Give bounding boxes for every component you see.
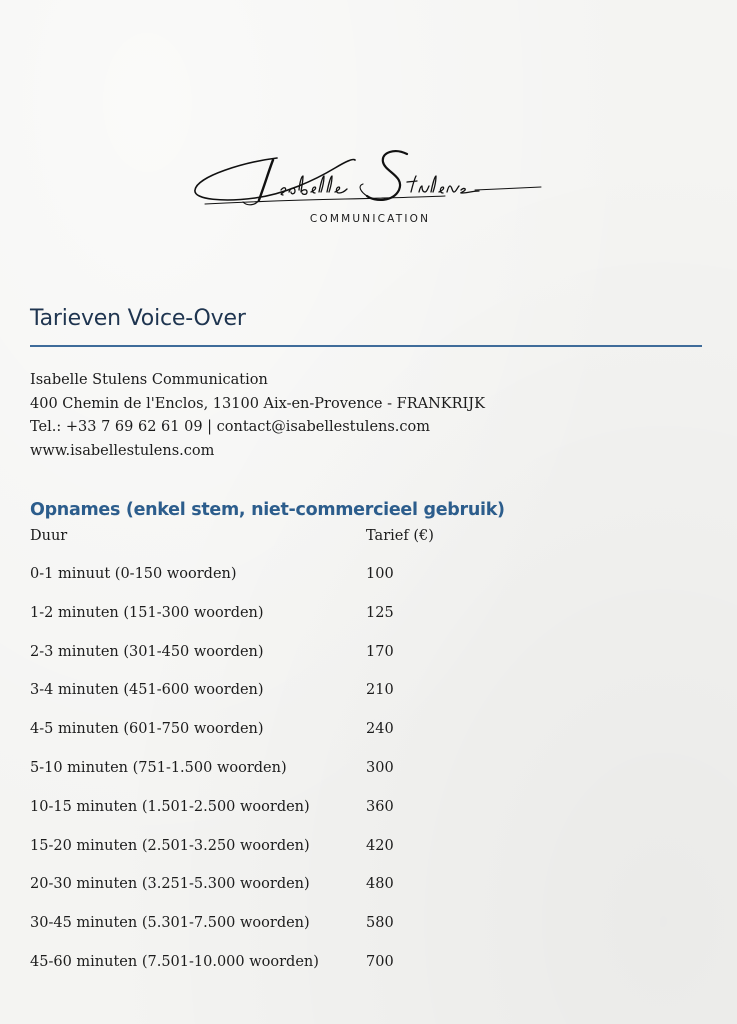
rate-row [30,838,450,877]
rate-row [30,644,450,683]
rate-price: 420 [366,837,394,854]
contact-block [30,369,485,463]
company-address: 400 Chemin de l'Enclos, 13100 Aix-en-Provence - FRANKRIJK [30,395,485,412]
website: www.isabellestulens.com [30,442,215,459]
rate-price: 125 [366,604,394,621]
rate-duration: 15-20 minuten (2.501-3.250 woorden) [30,837,310,854]
phone-email: Tel.: +33 7 69 62 61 09 | contact@isabellestulens.com [30,419,431,435]
rate-row [30,799,450,838]
rate-row [30,566,450,605]
rate-duration: 10-15 minuten (1.501-2.500 woorden) [30,798,310,815]
rate-row [30,682,450,721]
rate-duration: 0-1 minuut (0-150 woorden) [30,566,237,582]
logo-subtitle: COMMUNICATION [309,213,431,225]
rate-row [30,721,450,760]
section-heading: Opnames (enkel stem, niet-commercieel gebruik) [30,500,505,520]
rate-duration: 20-30 minuten (3.251-5.300 woorden) [30,876,310,893]
rate-price: 210 [366,682,394,699]
signature-graphic [185,140,555,220]
rate-duration: 45-60 minuten (7.501-10.000 woorden) [30,953,319,970]
column-header-duration: Duur [30,528,68,544]
rate-price: 580 [366,915,394,932]
rate-row [30,954,450,993]
rate-row [30,605,450,644]
rate-price: 700 [366,953,394,970]
rate-duration: 4-5 minuten (601-750 woorden) [30,721,264,738]
signature-logo [185,140,555,235]
rate-row [30,760,450,799]
rate-price: 240 [366,721,394,738]
column-header-rate: Tarief (€) [366,528,434,544]
rate-price: 360 [366,798,394,815]
rate-price: 480 [366,876,394,893]
rate-table [30,566,450,993]
rate-duration: 2-3 minuten (301-450 woorden) [30,643,264,660]
rate-price: 300 [366,759,394,776]
rate-price: 170 [366,643,394,660]
rate-duration: 1-2 minuten (151-300 woorden) [30,604,264,621]
rate-duration: 5-10 minuten (751-1.500 woorden) [30,759,287,776]
company-name: Isabelle Stulens Communication [30,372,268,388]
title-divider [30,345,702,347]
rate-price: 100 [366,566,394,582]
rate-row [30,876,450,915]
rate-row [30,915,450,954]
page-title: Tarieven Voice-Over [30,306,246,331]
rate-duration: 3-4 minuten (451-600 woorden) [30,682,264,699]
rate-duration: 30-45 minuten (5.301-7.500 woorden) [30,915,310,932]
